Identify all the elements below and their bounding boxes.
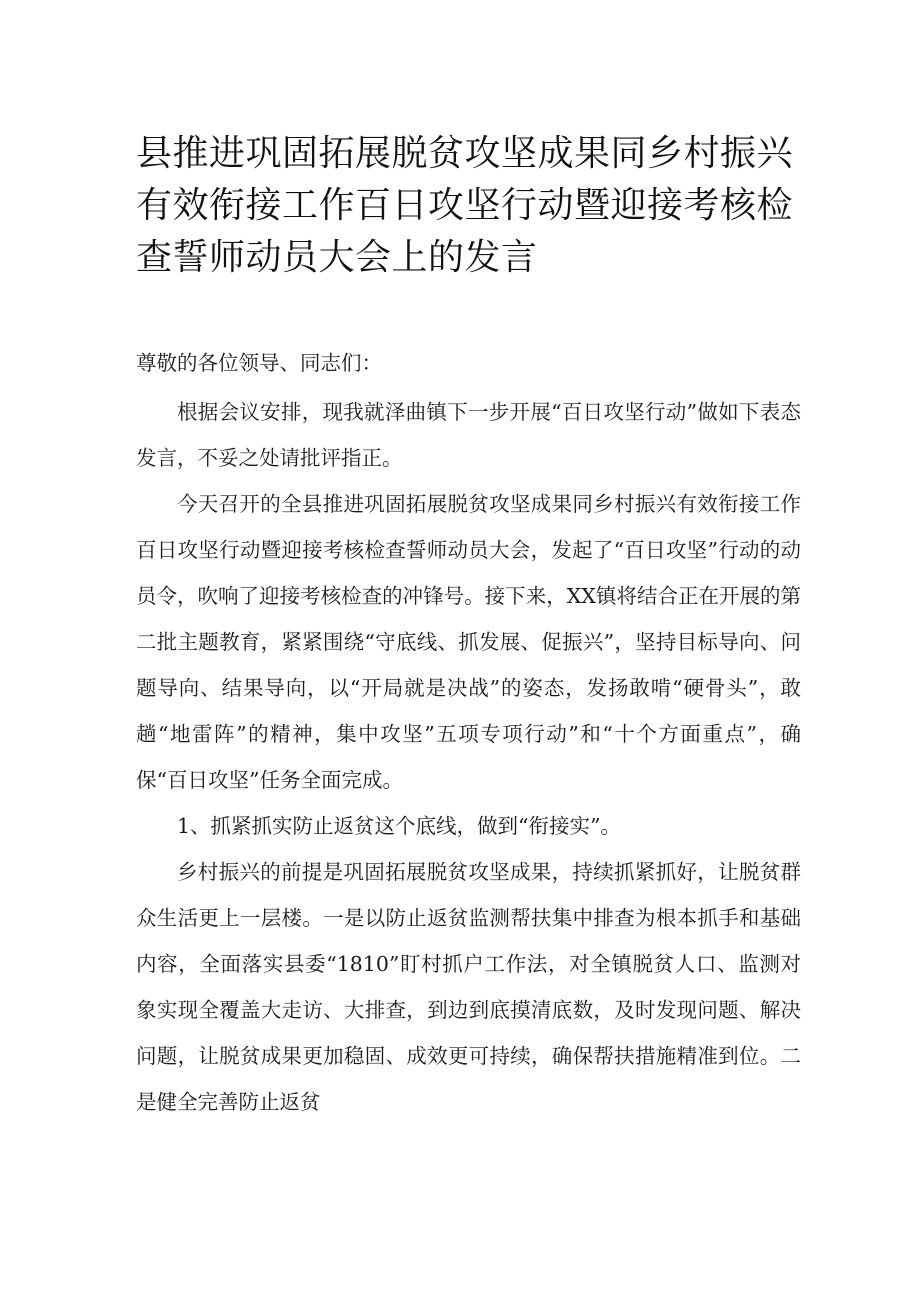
paragraph-1: 根据会议安排，现我就泽曲镇下一步开展“百日攻坚行动”做如下表态发言，不妥之处请批评指正。 [136, 400, 801, 470]
paragraph-3: 乡村振兴的前提是巩固拓展脱贫攻坚成果，持续抓紧抓好，让脱贫群众生活更上一层楼。一是以防止返贫监测帮扶集中排查为根本抓手和基础内容，全面落实县委“1810”盯村抓户工作法，对全镇脱贫人口、监测对象实现全覆盖大走访、大排查，到边到底摸清底数，及时发现问题、解决问题，让脱贫成果更加稳固、成效更可持续，确保帮扶措施精准到位。二是健全完善防止返贫 [136, 860, 801, 1114]
document-body [136, 340, 801, 1125]
salutation: 尊敬的各位领导、同志们： [136, 351, 382, 375]
document-title: 县推进巩固拓展脱贫攻坚成果同乡村振兴有效衔接工作百日攻坚行动暨迎接考核检查誓师动员大会上的发言 [136, 133, 794, 278]
section-heading-1: 1、抓紧抓实防止返贫这个底线，做到“衔接实”。 [177, 814, 622, 838]
paragraph-2: 今天召开的全县推进巩固拓展脱贫攻坚成果同乡村振兴有效衔接工作百日攻坚行动暨迎接考核检查誓师动员大会，发起了“百日攻坚”行动的动员令，吹响了迎接考核检查的冲锋号。接下来，XX镇将结合正在开展的第二批主题教育，紧紧围绕“守底线、抓发展、促振兴”，坚持目标导向、问题导向、结果导向，以“开局就是决战”的姿态，发扬敢啃“硬骨头”，敢趟“地雷阵”的精神，集中攻坚”五项专项行动”和“十个方面重点”，确保“百日攻坚”任务全面完成。 [136, 492, 801, 792]
